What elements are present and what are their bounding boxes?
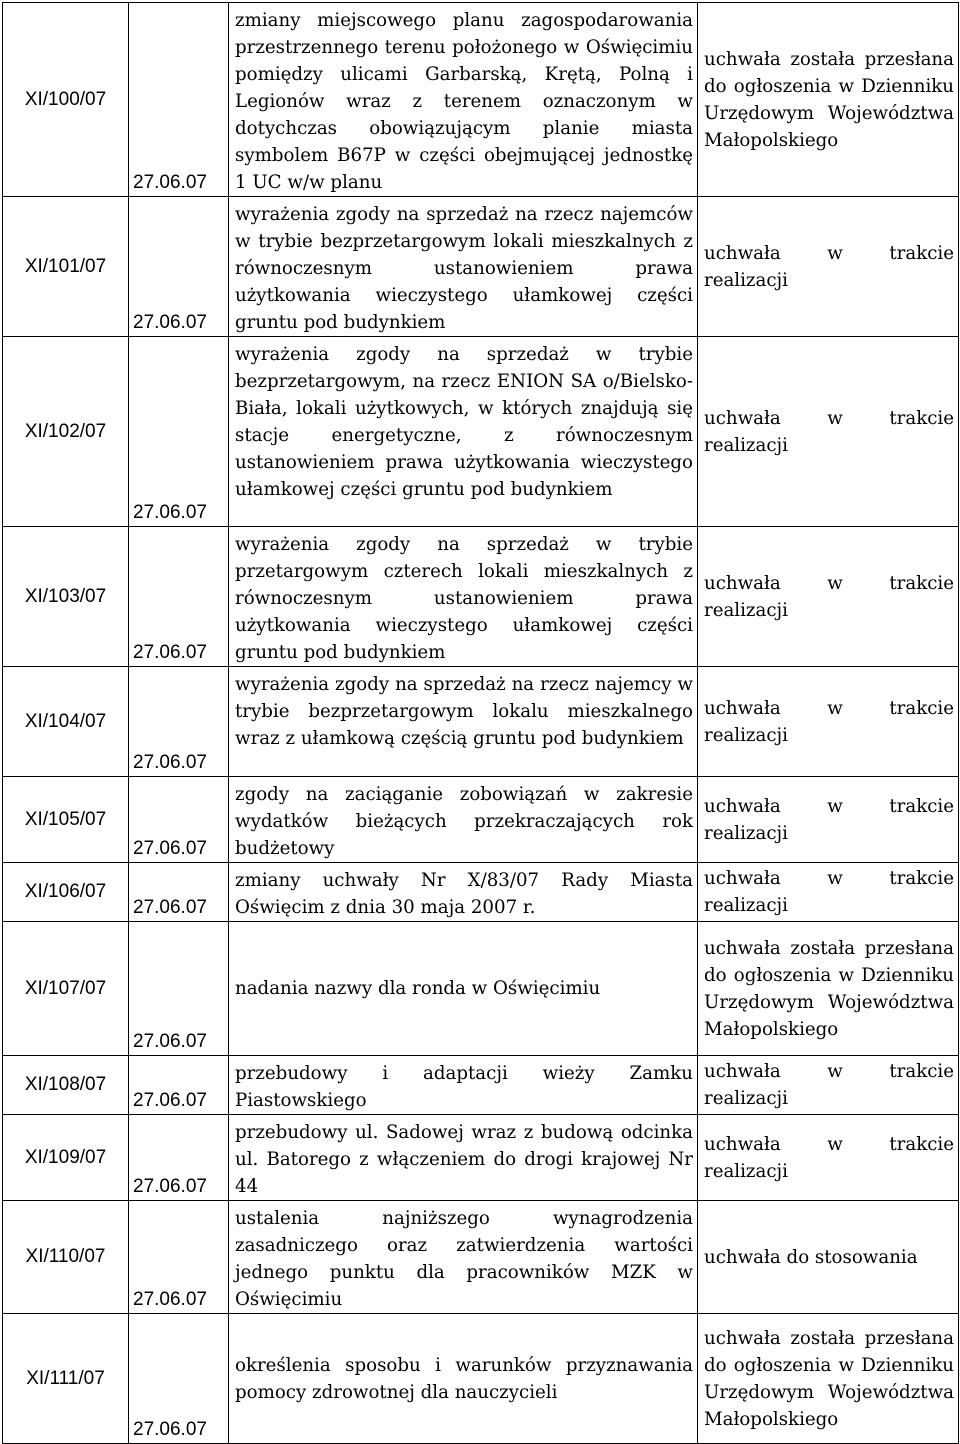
resolution-number: XI/105/07 <box>3 777 129 863</box>
resolution-status: uchwała w trakcie realizacji <box>698 527 959 667</box>
table-row <box>3 922 959 1056</box>
resolution-subject: wyrażenia zgody na sprzedaż w trybie bezprzetargowym, na rzecz ENION SA o/Bielsko-Biała, lokali użytkowych, w których znajdują się stacje energetyczne, z równoczesnym ustanowieniem prawa użytkowania wieczystego ułamkowej części gruntu pod budynkiem <box>229 337 698 527</box>
resolution-subject: zmiany uchwały Nr X/83/07 Rady Miasta Oświęcim z dnia 30 maja 2007 r. <box>229 863 698 922</box>
table-row <box>3 1115 959 1201</box>
resolution-status: uchwała została przesłana do ogłoszenia w Dzienniku Urzędowym Województwa Małopolskiego <box>698 3 959 197</box>
resolution-status: uchwała została przesłana do ogłoszenia w Dzienniku Urzędowym Województwa Małopolskiego <box>698 1314 959 1444</box>
resolution-date: 27.06.07 <box>129 1314 229 1444</box>
resolution-number: XI/101/07 <box>3 197 129 337</box>
resolution-date: 27.06.07 <box>129 777 229 863</box>
resolution-date: 27.06.07 <box>129 863 229 922</box>
resolution-date: 27.06.07 <box>129 3 229 197</box>
resolution-status: uchwała została przesłana do ogłoszenia w Dzienniku Urzędowym Województwa Małopolskiego <box>698 922 959 1056</box>
resolution-subject: określenia sposobu i warunków przyznawania pomocy zdrowotnej dla nauczycieli <box>229 1314 698 1444</box>
resolution-subject: przebudowy ul. Sadowej wraz z budową odcinka ul. Batorego z włączeniem do drogi krajowej Nr 44 <box>229 1115 698 1201</box>
resolution-status: uchwała w trakcie realizacji <box>698 1056 959 1115</box>
resolution-number: XI/109/07 <box>3 1115 129 1201</box>
resolution-number: XI/106/07 <box>3 863 129 922</box>
table-row <box>3 527 959 667</box>
resolution-status: uchwała w trakcie realizacji <box>698 863 959 922</box>
resolution-status: uchwała w trakcie realizacji <box>698 777 959 863</box>
resolution-date: 27.06.07 <box>129 1115 229 1201</box>
resolution-subject: wyrażenia zgody na sprzedaż na rzecz najemców w trybie bezprzetargowym lokali mieszkalnych z równoczesnym ustanowieniem prawa użytkowania wieczystego ułamkowej części gruntu pod budynkiem <box>229 197 698 337</box>
resolution-number: XI/104/07 <box>3 667 129 777</box>
resolution-date: 27.06.07 <box>129 527 229 667</box>
table-row <box>3 1056 959 1115</box>
table-row <box>3 3 959 197</box>
resolution-number: XI/111/07 <box>3 1314 129 1444</box>
resolution-status: uchwała w trakcie realizacji <box>698 667 959 777</box>
resolution-status: uchwała w trakcie realizacji <box>698 197 959 337</box>
resolution-date: 27.06.07 <box>129 667 229 777</box>
resolution-date: 27.06.07 <box>129 197 229 337</box>
resolution-status: uchwała do stosowania <box>698 1201 959 1314</box>
table-row <box>3 337 959 527</box>
resolution-number: XI/110/07 <box>3 1201 129 1314</box>
resolution-subject: ustalenia najniższego wynagrodzenia zasadniczego oraz zatwierdzenia wartości jednego punktu dla pracowników MZK w Oświęcimiu <box>229 1201 698 1314</box>
resolution-number: XI/102/07 <box>3 337 129 527</box>
table-row <box>3 197 959 337</box>
resolution-number: XI/108/07 <box>3 1056 129 1115</box>
resolution-date: 27.06.07 <box>129 1201 229 1314</box>
resolution-date: 27.06.07 <box>129 1056 229 1115</box>
table-row <box>3 863 959 922</box>
resolution-subject: przebudowy i adaptacji wieży Zamku Piastowskiego <box>229 1056 698 1115</box>
resolution-number: XI/100/07 <box>3 3 129 197</box>
resolution-subject: zgody na zaciąganie zobowiązań w zakresie wydatków bieżących przekraczających rok budżetowy <box>229 777 698 863</box>
resolutions-table <box>2 2 959 1444</box>
resolution-date: 27.06.07 <box>129 337 229 527</box>
resolution-subject: wyrażenia zgody na sprzedaż w trybie przetargowym czterech lokali mieszkalnych z równoczesnym ustanowieniem prawa użytkowania wieczystego ułamkowej części gruntu pod budynkiem <box>229 527 698 667</box>
resolution-subject: wyrażenia zgody na sprzedaż na rzecz najemcy w trybie bezprzetargowym lokalu mieszkalnego wraz z ułamkową częścią gruntu pod budynkiem <box>229 667 698 777</box>
resolution-date: 27.06.07 <box>129 922 229 1056</box>
table-row <box>3 1201 959 1314</box>
resolution-subject: nadania nazwy dla ronda w Oświęcimiu <box>229 922 698 1056</box>
resolution-status: uchwała w trakcie realizacji <box>698 1115 959 1201</box>
resolution-subject: zmiany miejscowego planu zagospodarowania przestrzennego terenu położonego w Oświęcimiu pomiędzy ulicami Garbarską, Krętą, Polną i Legionów wraz z terenem oznaczonym w dotychczas obowiązującym planie miasta symbolem B67P w części obejmującej jednostkę 1 UC w/w planu <box>229 3 698 197</box>
table-row <box>3 1314 959 1444</box>
resolution-status: uchwała w trakcie realizacji <box>698 337 959 527</box>
table-row <box>3 667 959 777</box>
resolution-number: XI/103/07 <box>3 527 129 667</box>
table-row <box>3 777 959 863</box>
resolution-number: XI/107/07 <box>3 922 129 1056</box>
